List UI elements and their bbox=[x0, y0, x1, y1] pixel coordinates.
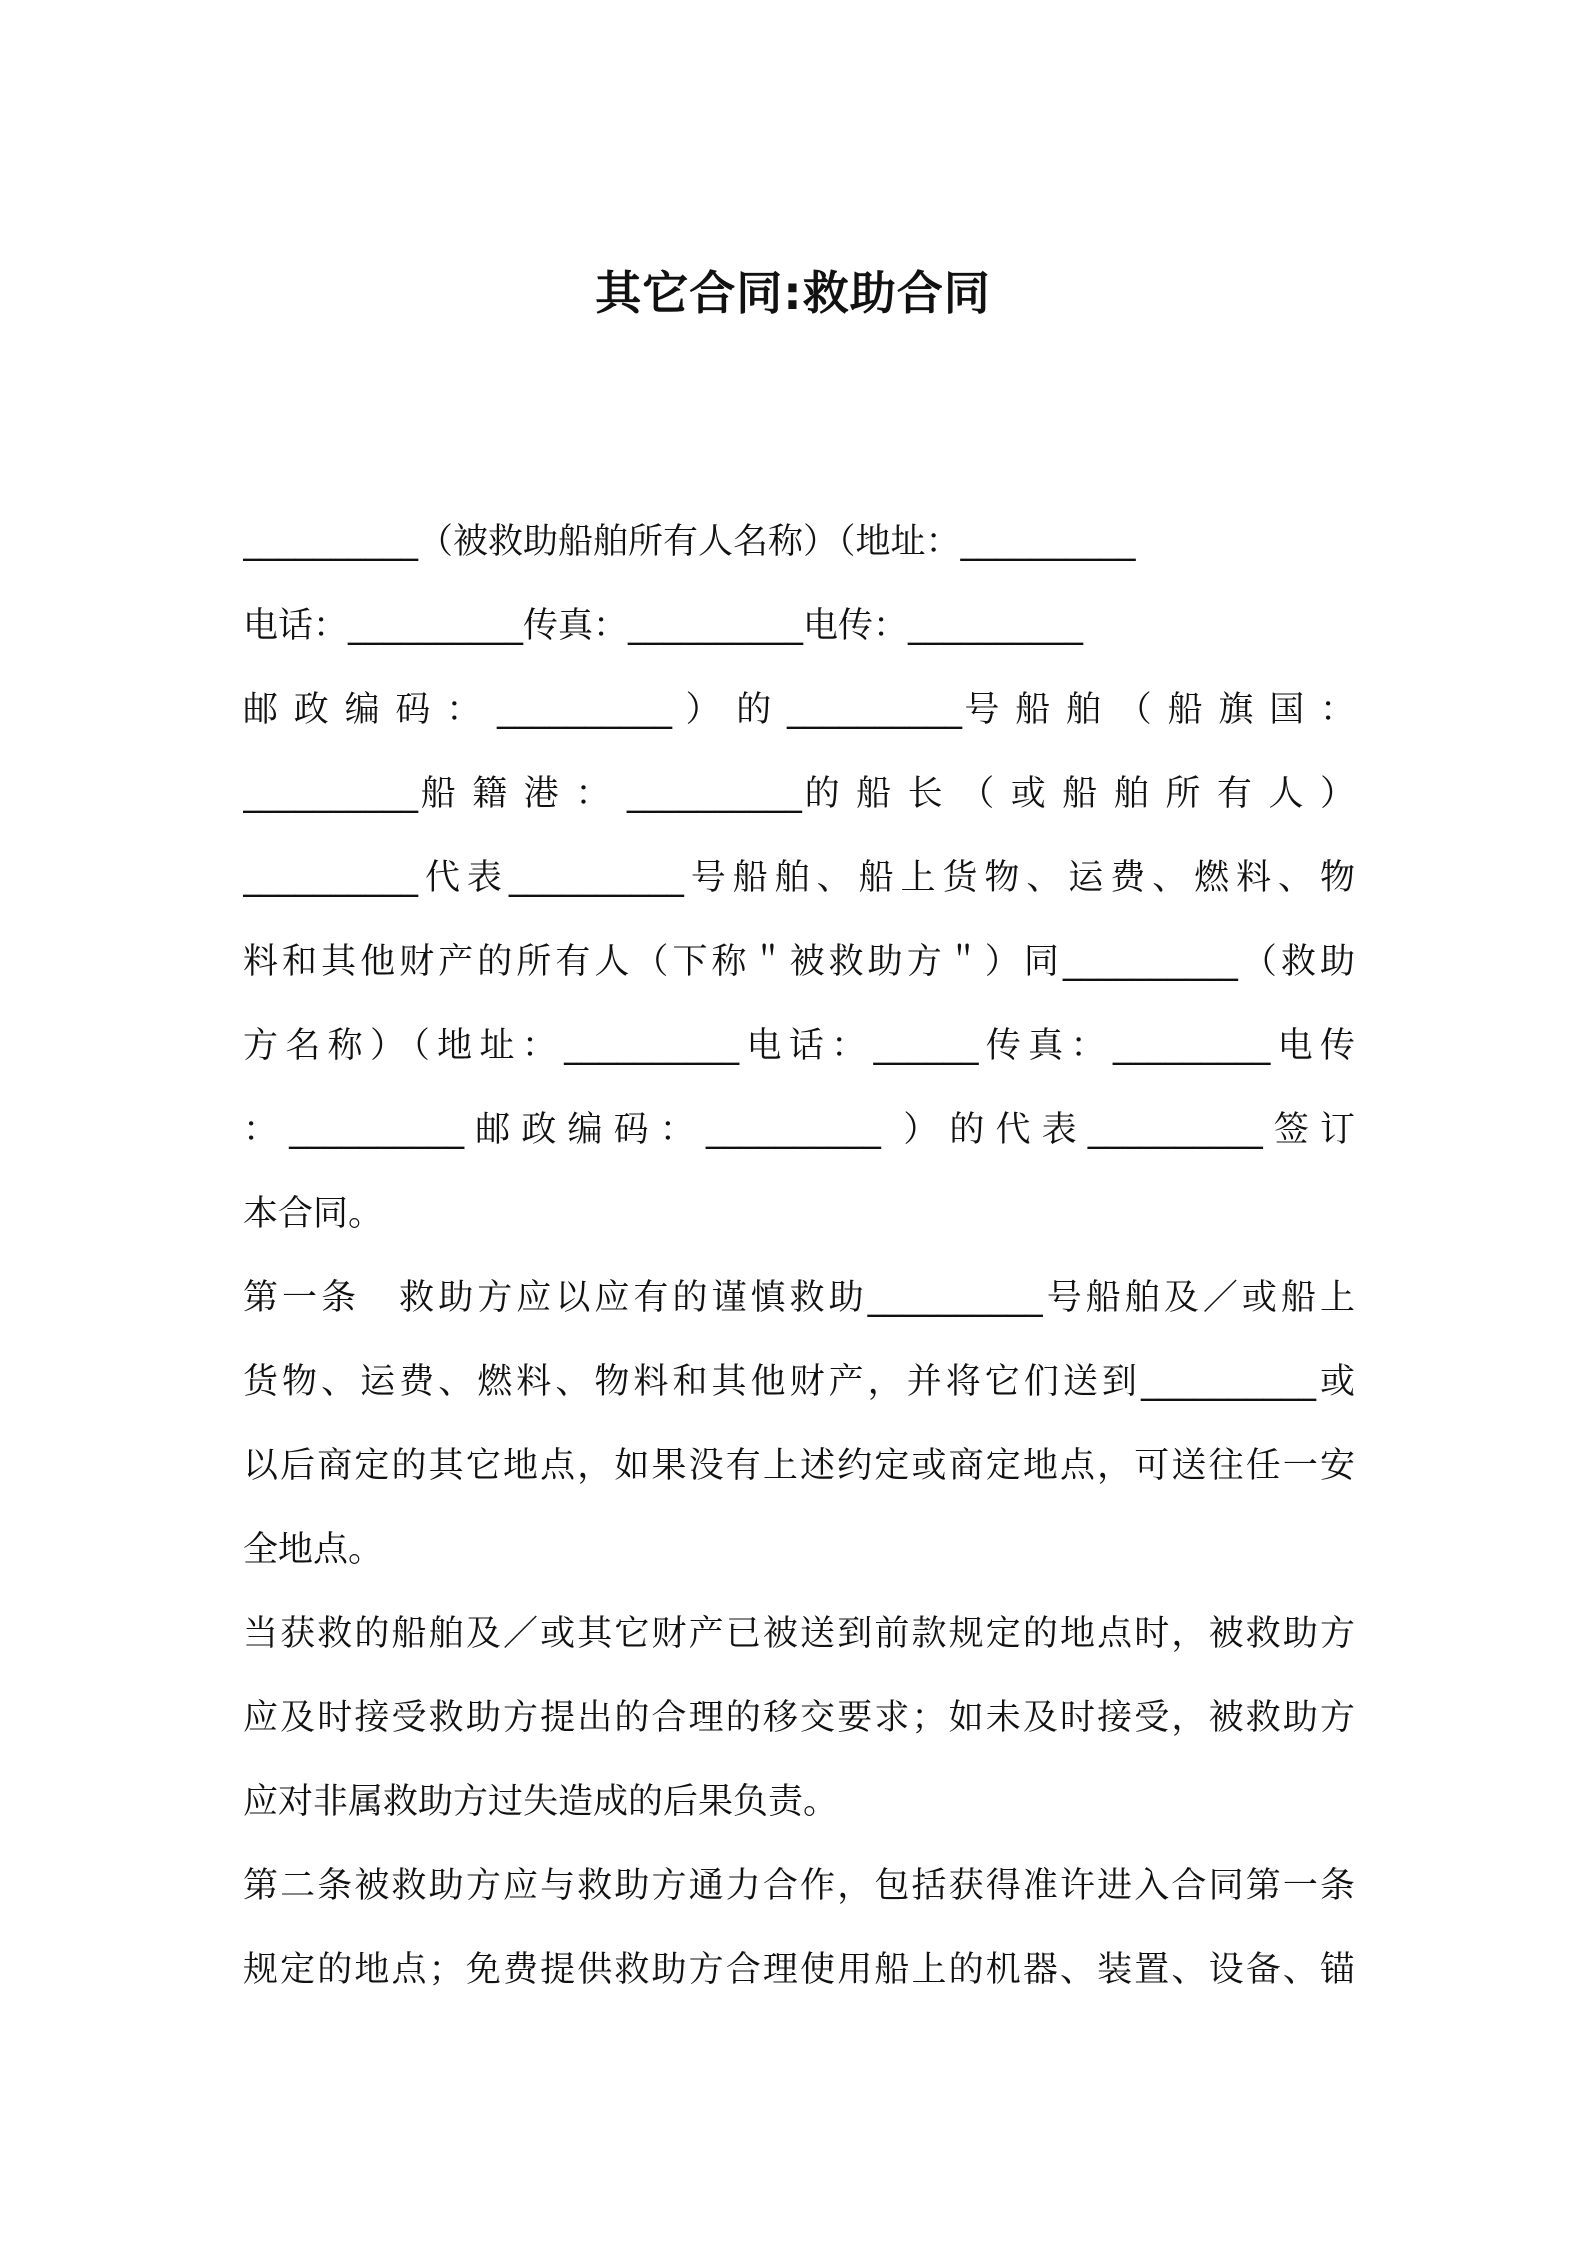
text-line: __________代表__________号船舶、船上货物、运费、燃料、物 bbox=[243, 858, 1355, 898]
article-1-line: 第一条 救助方应以应有的谨慎救助__________号船舶及／或船上 bbox=[243, 1278, 1355, 1318]
article-1-line: 以后商定的其它地点，如果没有上述约定或商定地点，可送往任一安 bbox=[243, 1446, 1355, 1486]
text-line: __________（被救助船舶所有人名称）（地址：__________ bbox=[243, 522, 1136, 562]
article-1-line: 货物、运费、燃料、物料和其他财产，并将它们送到__________或 bbox=[243, 1362, 1355, 1402]
article-1-line: 应对非属救助方过失造成的后果负责。 bbox=[243, 1782, 839, 1822]
text-line: 本合同。 bbox=[243, 1194, 384, 1234]
contract-body bbox=[243, 500, 1355, 2012]
text-line: 料和其他财产的所有人（下称＂被救助方＂）同__________（救助 bbox=[243, 942, 1355, 982]
article-1-line: 当获救的船舶及／或其它财产已被送到前款规定的地点时，被救助方 bbox=[243, 1614, 1355, 1654]
text-line: 邮 政 编 码 ： __________ ） 的 __________号 船 舶 （ 船 旗 国 ： bbox=[243, 690, 1355, 730]
article-1-line: 全地点。 bbox=[243, 1530, 384, 1570]
article-1-line: 应及时接受救助方提出的合理的移交要求；如未及时接受，被救助方 bbox=[243, 1698, 1355, 1738]
text-line: 电话：__________传真：__________电传：__________ bbox=[243, 606, 1084, 646]
article-2-line: 第二条被救助方应与救助方通力合作，包括获得准许进入合同第一条 bbox=[243, 1866, 1355, 1906]
text-line: __________船 籍 港 ： __________的 船 长 （ 或 船 舶 所 有 人 ） bbox=[243, 774, 1355, 814]
text-line: 方名称）（地址：__________电话：______传真：_________电传 bbox=[243, 1026, 1355, 1066]
article-2-line: 规定的地点；免费提供救助方合理使用船上的机器、装置、设备、锚 bbox=[243, 1950, 1355, 1990]
document-title: 其它合同:救助合同 bbox=[595, 266, 991, 320]
text-line: ：__________邮政编码：__________ ）的代表__________签订 bbox=[243, 1110, 1355, 1150]
